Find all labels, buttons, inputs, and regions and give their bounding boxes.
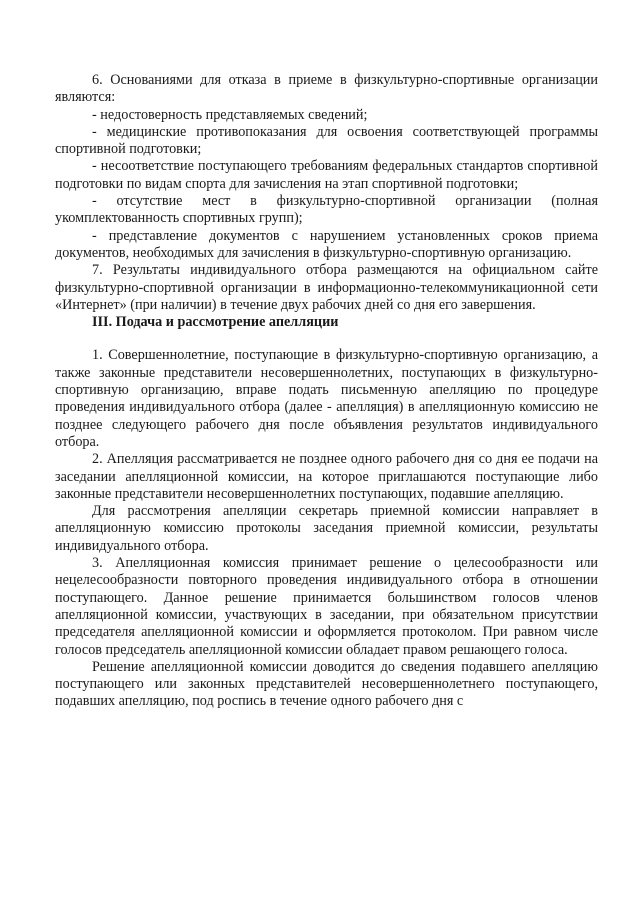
- list-item-medical-contraindications: - медицинские противопоказания для освоения соответствующей программы спортивной подготовки;: [55, 123, 598, 158]
- section-spacer: [55, 331, 598, 347]
- appeal-paragraph-decision: Решение апелляционной комиссии доводится до сведения подавшего апелляцию поступающего или законных представителей несовершеннолетнего поступающего, подавших апелляцию, под роспись в течение одного рабочего дня с: [55, 658, 598, 710]
- document-body: [55, 72, 598, 711]
- appeal-paragraph-secretary: Для рассмотрения апелляции секретарь приемной комиссии направляет в апелляционную комиссию протоколы заседания приемной комиссии, результаты индивидуального отбора.: [55, 503, 598, 554]
- paragraph-7-results: 7. Результаты индивидуального отбора размещаются на официальном сайте физкультурно-спортивной организации в информационно-телекоммуникационной сети «Интернет» (при наличии) в течение двух рабочих дней со дня его завершения.: [55, 262, 598, 313]
- paragraph-6-grounds: 6. Основаниями для отказа в приеме в физкультурно-спортивные организации являются:: [55, 72, 598, 106]
- list-item-no-places: - отсутствие мест в физкультурно-спортивной организации (полная укомплектованность спортивных групп);: [55, 193, 598, 227]
- appeal-paragraph-1: 1. Совершеннолетние, поступающие в физкультурно-спортивную организацию, а также законные представители несовершеннолетних, поступающих в физкультурно-спортивную организацию, вправе подать письменную апелляцию по процедуре проведения индивидуального отбора (далее - апелляция) в апелляционную комиссию не позднее следующего рабочего дня после объявления результатов индивидуального отбора.: [55, 347, 598, 450]
- list-item-late-documents: - представление документов с нарушением установленных сроков приема документов, необходимых для зачисления в физкультурно-спортивную организацию.: [55, 227, 598, 261]
- list-item-standards-mismatch: - несоответствие поступающего требованиям федеральных стандартов спортивной подготовки по видам спорта для зачисления на этап спортивной подготовки;: [55, 158, 598, 192]
- appeal-paragraph-3: 3. Апелляционная комиссия принимает решение о целесообразности или нецелесообразности повторного проведения индивидуального отбора в отношении поступающего. Данное решение принимается большинством голосов членов апелляционной комиссии, участвующих в заседании, при обязательном присутствии председателя апелляционной комиссии и оформляется протоколом. При равном числе голосов председатель апелляционной комиссии обладает правом решающего голоса.: [55, 555, 598, 658]
- appeal-paragraph-2: 2. Апелляция рассматривается не позднее одного рабочего дня со дня ее подачи на заседании апелляционной комиссии, на которое приглашаются поступающие либо законные представители несовершеннолетних поступающих, подавшие апелляцию.: [55, 451, 598, 502]
- section-heading: III. Подача и рассмотрение апелляции: [92, 314, 339, 331]
- list-item-unreliable-info: - недостоверность представляемых сведений;: [92, 106, 368, 123]
